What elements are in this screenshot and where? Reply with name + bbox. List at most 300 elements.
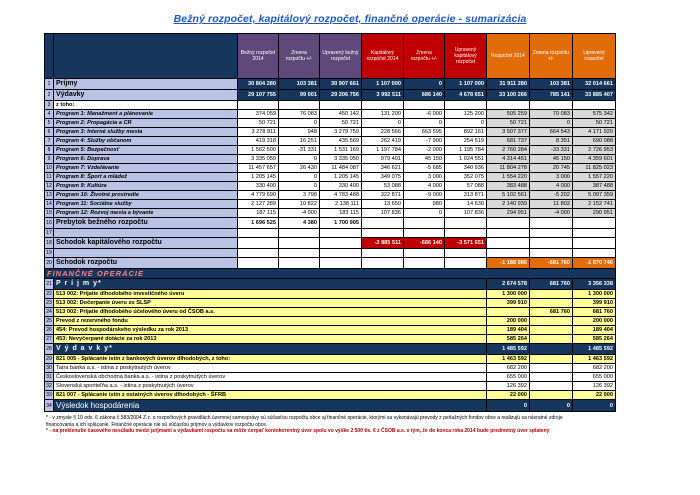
value-cell: 681 737 [487,137,530,146]
row-number: 10 [46,165,52,171]
value-cell [238,101,279,110]
value-cell: 383 488 [487,182,530,191]
page-title: Bežný rozpočet, kapitálový rozpočet, finančné operácie - sumarizácia [173,13,527,25]
value-cell: 22 000 [487,391,530,400]
value-cell: 4 380 [279,218,320,229]
table-row [45,209,616,218]
value-cell: 0 [530,400,573,412]
table-row [45,355,616,364]
value-cell: 14 630 [445,200,487,209]
table-row [45,101,616,110]
fin-expense-row [45,344,616,355]
value-cell: 4 000 [404,182,445,191]
row-label: Slovenská sporiteľňa a.s. - istina z poskytnutých úverov [54,382,487,391]
value-cell: 254 519 [445,137,487,146]
value-cell: 16 251 [279,137,320,146]
value-cell: 1 562 500 [238,146,279,155]
table-row [45,146,616,155]
value-cell [530,382,573,391]
value-cell: 189 404 [487,326,530,335]
row-number: 16 [45,218,54,229]
row-label: P r í j m y* [54,279,487,290]
value-cell: 1 300 000 [487,290,530,299]
value-cell: 99 001 [279,90,320,101]
row-label: Program 9: Kultúra [54,182,238,191]
value-cell: 76 083 [279,110,320,119]
table-row [45,191,616,200]
value-cell: 655 000 [487,373,530,382]
value-cell: 450 142 [320,110,362,119]
value-cell: 2 760 284 [487,146,530,155]
row-number: 17 [46,230,52,236]
empty-cell [279,249,320,258]
empty-cell [362,249,404,258]
value-cell: 1 205 145 [320,173,362,182]
value-cell: 1 205 145 [238,173,279,182]
value-cell: 294 951 [487,209,530,218]
value-cell: 980 [404,200,445,209]
row-number: 15 [46,210,52,216]
row-number: 22 [46,291,52,297]
value-cell: 0 [279,182,320,191]
value-cell [530,317,573,326]
header-row [45,34,616,79]
value-cell: 399 910 [573,299,616,308]
table-row [45,382,616,391]
value-cell: -681 760 [530,258,573,269]
value-cell: 681 760 [530,308,573,317]
row-number: 21 [45,279,54,290]
row-number: 1 [45,79,54,90]
col-header: Rozpočet 2014 [487,34,530,79]
row-number: 20 [45,258,54,269]
empty-cell [530,229,573,238]
row-label [54,249,238,258]
row-label: Tatra banka a.s. - istina z poskytnutých úverov [54,364,487,373]
row-number: 14 [46,201,52,207]
value-cell: 50 721 [238,119,279,128]
empty-cell [530,249,573,258]
value-cell: 57 088 [445,182,487,191]
row-number: 24 [46,309,52,315]
value-cell: 22 000 [573,391,616,400]
value-cell: 785 141 [530,90,573,101]
empty-cell [404,258,445,269]
value-cell: -5 202 [530,191,573,200]
value-cell: 322 871 [362,191,404,200]
value-cell: 4 000 [530,182,573,191]
col-header: Zmena rozpočtu +/- [530,34,573,79]
empty-cell [530,218,573,229]
value-cell: 682 200 [573,364,616,373]
value-cell: 2 152 741 [573,200,616,209]
value-cell: 681 760 [530,279,573,290]
table-row [45,173,616,182]
value-cell: -1 188 986 [487,258,530,269]
table-row [45,119,616,128]
value-cell: 0 [487,400,530,412]
row-number: 19 [46,250,52,256]
row-label: 513 002: Prijatie dlhodobého účelového úveru od ČSOB a.s. [54,308,487,317]
value-cell: -33 331 [530,146,573,155]
value-cell: 31 911 280 [487,79,530,90]
value-cell [530,326,573,335]
footnote-credit: * - na preklenutie časového nesúladu medzi príjmami a výdavkami rozpočtu sa môže čerpať kontokorentný úver spolu vo výške 2 500 tis. € z ČSOB a.s. s tým, že do konca roka 2014 bude predmetný úver splatený [46,428,550,434]
row-label: Program 4: Služby občanom [54,137,238,146]
value-cell: 349 075 [362,173,404,182]
value-cell: 1 485 592 [487,344,530,355]
value-cell: 346 621 [362,164,404,173]
fin-title-row [45,269,616,279]
value-cell [530,364,573,373]
row-label: Československá obchodná banka a.s. - istina z poskytnutých úverov [54,373,487,382]
row-label: Program 6: Doprava [54,155,238,164]
value-cell: 290 951 [573,209,616,218]
value-cell [320,101,362,110]
value-cell: -1 870 746 [573,258,616,269]
footnote: * - v zmysle § 10 ods. 6 zákona č.583/2004 Z.z. o rozpočtových pravidlách územnej samosprávy sú súčasťou rozpočtu obce aj finančné operácie, ktorými sa vykonávajú prevody z peňažných fondov obce a realizujú sa návratné zdroje financovania a ich splácanie. Finančné operácie nie sú súčasťou príjmov a výdavkov rozpočtu obce. [46,415,563,428]
value-cell: -686 140 [404,238,445,249]
value-cell [530,101,573,110]
value-cell: 228 566 [362,128,404,137]
value-cell: 352 075 [445,173,487,182]
row-label: Program 11: Sociálne služby [54,200,238,209]
value-cell: 11 804 278 [487,164,530,173]
value-cell: 103 381 [530,79,573,90]
value-cell: 374 059 [238,110,279,119]
value-cell: 3 000 [530,173,573,182]
table-row [45,110,616,119]
row-label: V ý d a v k y* [54,344,487,355]
value-cell: 200 000 [573,317,616,326]
row-label: 453: Nevyčerpané dotácie za rok 2013 [54,335,487,344]
value-cell: 4 314 451 [487,155,530,164]
value-cell: 948 [279,128,320,137]
row-number: 27 [46,336,52,342]
budget-table [44,33,615,412]
value-cell: 29 107 755 [238,90,279,101]
row-number: 34 [45,400,54,412]
value-cell: 30 907 661 [320,79,362,90]
row-label: Program 1: Manažment a plánovanie [54,110,238,119]
value-cell: 419 318 [238,137,279,146]
table-row [45,335,616,344]
value-cell: 10 822 [279,200,320,209]
value-cell: 45 150 [404,155,445,164]
value-cell: 5 097 359 [573,191,616,200]
value-cell: 53 088 [362,182,404,191]
empty-cell [404,229,445,238]
value-cell [530,391,573,400]
value-cell: 50 721 [573,119,616,128]
value-cell: 107 836 [362,209,404,218]
table-row [45,299,616,308]
empty-cell [445,249,487,258]
value-cell: 4 779 690 [238,191,279,200]
value-cell: -2 000 [404,146,445,155]
row-label: Program 12: Rozvoj mesta a bývanie [54,209,238,218]
empty-cell [320,258,362,269]
value-cell: -3 571 651 [445,238,487,249]
col-header: Upravený rozpočet [573,34,616,79]
value-cell: 664 543 [530,128,573,137]
value-cell: 3 278 811 [238,128,279,137]
value-cell: 3 356 338 [573,279,616,290]
empty-cell [238,258,279,269]
value-cell: 1 300 000 [573,290,616,299]
value-cell: 387 488 [573,182,616,191]
row-label: Program 7: Vzdelávanie [54,164,238,173]
value-cell: 399 910 [487,299,530,308]
col-header: Bežný rozpočet 2014 [238,34,279,79]
empty-cell [279,258,320,269]
row-label: Prevod z rezervného fondu [54,317,487,326]
value-cell: 2 140 939 [487,200,530,209]
value-cell: 11 802 [530,200,573,209]
value-cell: 0 [279,155,320,164]
table-row [45,364,616,373]
row-number: 26 [46,327,52,333]
value-cell: 681 760 [573,308,616,317]
value-cell [445,101,487,110]
deficit-total-row [45,258,616,269]
value-cell: 1 107 000 [362,79,404,90]
row-number: 32 [46,383,52,389]
value-cell: 2 726 953 [573,146,616,155]
row-label: z toho: [54,101,238,110]
value-cell: 187 115 [238,209,279,218]
table-row [45,308,616,317]
col-header: Kapitálový rozpočet 2014 [362,34,404,79]
row-number: 7 [45,137,54,146]
value-cell: 13 650 [362,200,404,209]
value-cell: -5 685 [404,164,445,173]
row-label: Program 10: Životné prostredie [54,191,238,200]
value-cell: 1 557 220 [573,173,616,182]
value-cell: 3 279 759 [320,128,362,137]
table-row [45,200,616,209]
col-header: Zmena rozpočtu +/- [404,34,445,79]
value-cell: 29 206 756 [320,90,362,101]
row-label: Schodok rozpočtu [54,258,238,269]
value-cell: 3 798 [279,191,320,200]
value-cell: 189 404 [573,326,616,335]
table-row [45,290,616,299]
row-label: 821 007 - Splácanie istín z ostatných úverov dlhodobých - ŠFRB [54,391,487,400]
empty-cell [238,238,279,249]
row-label: Program 8: Šport a mládež [54,173,238,182]
empty-cell [487,249,530,258]
table-row [45,317,616,326]
table-row [45,79,616,90]
value-cell: 0 [530,119,573,128]
value-cell [530,299,573,308]
value-cell: 4 359 601 [573,155,616,164]
value-cell: 1 485 592 [573,344,616,355]
value-cell [279,101,320,110]
table-row [45,164,616,173]
value-cell: 0 [404,209,445,218]
empty-cell [573,238,616,249]
value-cell: 340 936 [445,164,487,173]
row-number: 11 [46,174,52,180]
value-cell: 1 197 784 [362,146,404,155]
value-cell: 183 115 [320,209,362,218]
row-number: 33 [46,392,52,398]
deficit-capital-row [45,238,616,249]
empty-cell [445,258,487,269]
row-number: 28 [45,344,54,355]
empty-cell [404,218,445,229]
value-cell: 0 [445,119,487,128]
value-cell: 103 381 [279,79,320,90]
value-cell [362,101,404,110]
row-number: 8 [45,146,54,155]
value-cell: -4 000 [530,209,573,218]
value-cell [487,308,530,317]
value-cell: 4 678 651 [445,90,487,101]
row-label: Program 3: Interné služby mesta [54,128,238,137]
row-number: 6 [45,128,54,137]
value-cell [530,373,573,382]
value-cell: 3 000 [404,173,445,182]
value-cell: 20 745 [530,164,573,173]
empty-cell [362,229,404,238]
row-label: Výdavky [54,90,238,101]
value-cell: 1 696 525 [238,218,279,229]
value-cell: 0 [404,119,445,128]
value-cell: 0 [279,119,320,128]
empty-cell [320,249,362,258]
row-number: 3 [45,101,54,110]
value-cell: 45 150 [530,155,573,164]
row-label: Schodok kapitálového rozpočtu [54,238,238,249]
value-cell [530,344,573,355]
value-cell: 3 992 511 [362,90,404,101]
value-cell: 655 000 [573,373,616,382]
value-cell: 11 457 657 [238,164,279,173]
table-row [45,373,616,382]
table-row [45,155,616,164]
row-number: 4 [45,110,54,119]
row-number: 13 [46,192,52,198]
section-title: FINANČNÉ OPERÁCIE [45,269,616,279]
row-label: 821 005 - Splácanie istín z bankových úverov dlhodobých, z toho: [54,355,487,364]
value-cell: -4 000 [279,209,320,218]
value-cell: 30 804 280 [238,79,279,90]
row-number: 18 [45,238,54,249]
value-cell: 505 259 [487,110,530,119]
row-number: 30 [46,365,52,371]
value-cell [530,335,573,344]
empty-cell [487,229,530,238]
empty-cell [279,229,320,238]
value-cell [530,355,573,364]
value-cell: -7 900 [404,137,445,146]
table-row [45,90,616,101]
value-cell: 3 335 050 [238,155,279,164]
empty-cell [530,238,573,249]
table-row [45,326,616,335]
value-cell: 50 721 [487,119,530,128]
surplus-row [45,218,616,229]
value-cell: 1 554 220 [487,173,530,182]
row-label: Program 2: Propagácia a CR [54,119,238,128]
empty-cell [445,229,487,238]
empty-cell [320,238,362,249]
value-cell: 1 024 551 [445,155,487,164]
value-cell: 131 200 [362,110,404,119]
value-cell: 262 419 [362,137,404,146]
row-label [54,229,238,238]
table-row [45,128,616,137]
row-label: Výsledok hospodárenia [54,400,487,412]
row-number: 9 [45,155,54,164]
fin-income-row [45,279,616,290]
value-cell: 1 700 905 [320,218,362,229]
value-cell [487,101,530,110]
value-cell: 1 107 000 [445,79,487,90]
empty-cell [362,258,404,269]
value-cell: 200 000 [487,317,530,326]
row-number: 2 [45,90,54,101]
row-number: 25 [46,318,52,324]
value-cell: 585 264 [573,335,616,344]
value-cell: 107 836 [445,209,487,218]
value-cell [404,101,445,110]
value-cell: 3 335 050 [320,155,362,164]
col-header: Upravený kapitálový rozpočet [445,34,487,79]
value-cell: 11 825 023 [573,164,616,173]
result-row [45,400,616,412]
row-number: 12 [46,183,52,189]
empty-cell [238,229,279,238]
value-cell: 26 430 [279,164,320,173]
value-cell: -2 885 511 [362,238,404,249]
value-cell: 50 721 [320,119,362,128]
value-cell: 686 140 [404,90,445,101]
value-cell: 3 507 377 [487,128,530,137]
row-number: 5 [45,119,54,128]
value-cell: 2 138 111 [320,200,362,209]
value-cell: 1 195 784 [445,146,487,155]
row-label: 454: Prevod hospodárskeho výsledku za rok 2013 [54,326,487,335]
empty-cell [487,238,530,249]
value-cell: 8 351 [530,137,573,146]
value-cell [573,101,616,110]
value-cell: 1 463 592 [487,355,530,364]
empty-cell [238,249,279,258]
table-row [45,182,616,191]
col-header: Zmena rozpočtu +/- [279,34,320,79]
value-cell: 330 400 [238,182,279,191]
value-cell: 585 264 [487,335,530,344]
value-cell: 126 392 [487,382,530,391]
row-label: Program 5: Bezpečnosť [54,146,238,155]
spacer-row [45,229,616,238]
value-cell: 892 161 [445,128,487,137]
row-label: 513 002: Prijatie dlhodobého investičného úveru [54,290,487,299]
row-label: Prebytok bežného rozpočtu [54,218,238,229]
empty-cell [573,218,616,229]
row-number: 31 [46,374,52,380]
value-cell: 330 400 [320,182,362,191]
value-cell: 32 014 661 [573,79,616,90]
spacer-row [45,249,616,258]
empty-cell [487,218,530,229]
empty-cell [279,238,320,249]
empty-cell [573,229,616,238]
